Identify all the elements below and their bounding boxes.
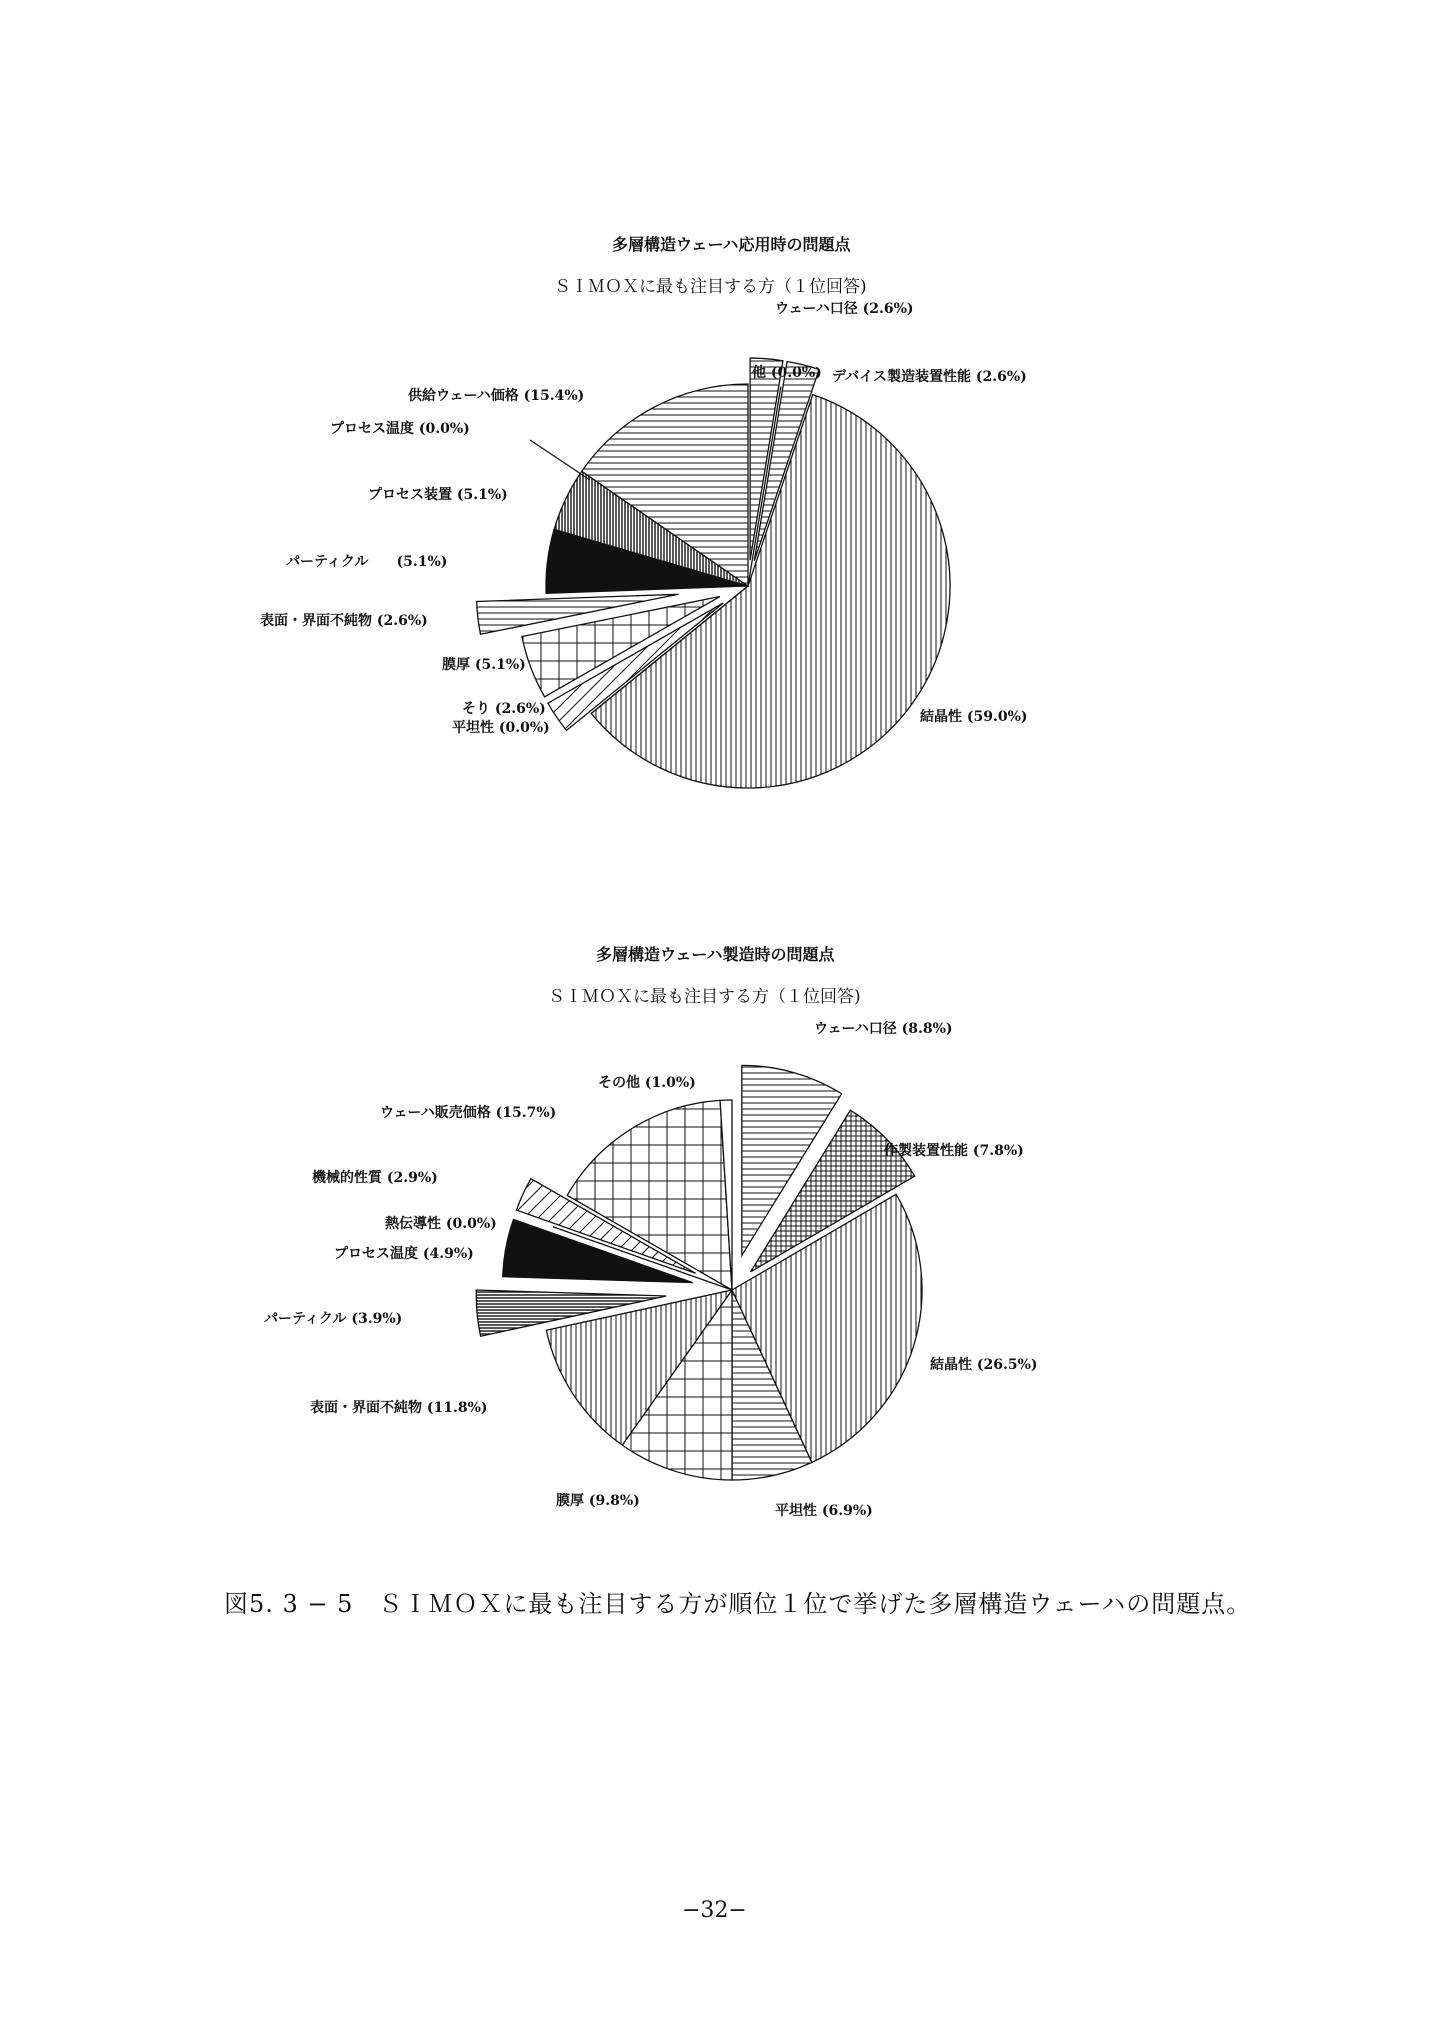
chart1-label-crystallinity: 結晶性 (59.0%) bbox=[920, 709, 1028, 725]
page-number: −32− bbox=[682, 1898, 747, 1923]
chart1-label-warp: そり (2.6%) bbox=[462, 701, 546, 717]
chart2-label-wafer-diameter: ウェーハ口径 (8.8%) bbox=[814, 1021, 953, 1037]
chart2-label-mechanical-properties: 機械的性質 (2.9%) bbox=[312, 1170, 438, 1186]
chart2-label-particles: パーティクル (3.9%) bbox=[264, 1311, 403, 1327]
chart1-label-surface-impurities: 表面・界面不純物 (2.6%) bbox=[260, 613, 428, 629]
chart2-label-surface-impurities: 表面・界面不純物 (11.8%) bbox=[310, 1400, 488, 1416]
chart1-label-process-equipment: プロセス装置 (5.1%) bbox=[368, 487, 508, 503]
chart2-label-crystallinity: 結晶性 (26.5%) bbox=[930, 1357, 1038, 1373]
chart1-label-other: 他 (0.0%) bbox=[752, 365, 822, 381]
chart1-label-flatness: 平坦性 (0.0%) bbox=[452, 720, 550, 736]
chart1-label-wafer-price: 供給ウェーハ価格 (15.4%) bbox=[408, 388, 585, 404]
chart2-label-wafer-sales-price: ウェーハ販売価格 (15.7%) bbox=[380, 1105, 557, 1121]
chart1-label-particles: パーティクル (5.1%) bbox=[286, 554, 448, 570]
chart1-label-process-temperature: プロセス温度 (0.0%) bbox=[330, 421, 470, 437]
chart2-label-film-thickness: 膜厚 (9.8%) bbox=[556, 1493, 640, 1509]
chart1-title: 多層構造ウェーハ応用時の問題点 bbox=[612, 235, 851, 254]
chart1-leader-line bbox=[530, 440, 590, 480]
chart1-label-film-thickness: 膜厚 (5.1%) bbox=[442, 657, 526, 673]
chart2-title: 多層構造ウェーハ製造時の問題点 bbox=[596, 945, 835, 964]
chart2-label-other: その他 (1.0%) bbox=[598, 1075, 696, 1091]
chart2-subtitle: ＳＩＭＯＸに最も注目する方（１位回答) bbox=[548, 987, 861, 1007]
chart1-label-wafer-diameter: ウェーハ口径 (2.6%) bbox=[775, 301, 914, 317]
figure-caption: 図5. 3 − 5 ＳＩＭＯＸに最も注目する方が順位１位で挙げた多層構造ウェーハの問題点。 bbox=[224, 1590, 1252, 1618]
chart2-label-fab-equipment: 作製装置性能 (7.8%) bbox=[884, 1143, 1024, 1159]
chart2-label-process-temperature: プロセス温度 (4.9%) bbox=[334, 1246, 474, 1262]
chart2-label-thermal-conductivity: 熱伝導性 (0.0%) bbox=[385, 1216, 497, 1232]
chart2-label-flatness: 平坦性 (6.9%) bbox=[775, 1503, 873, 1519]
chart2-pie bbox=[0, 1000, 1432, 1600]
chart1-subtitle: ＳＩＭＯＸに最も注目する方（１位回答) bbox=[554, 277, 867, 297]
chart1-label-device-equipment: デバイス製造装置性能 (2.6%) bbox=[832, 369, 1027, 385]
